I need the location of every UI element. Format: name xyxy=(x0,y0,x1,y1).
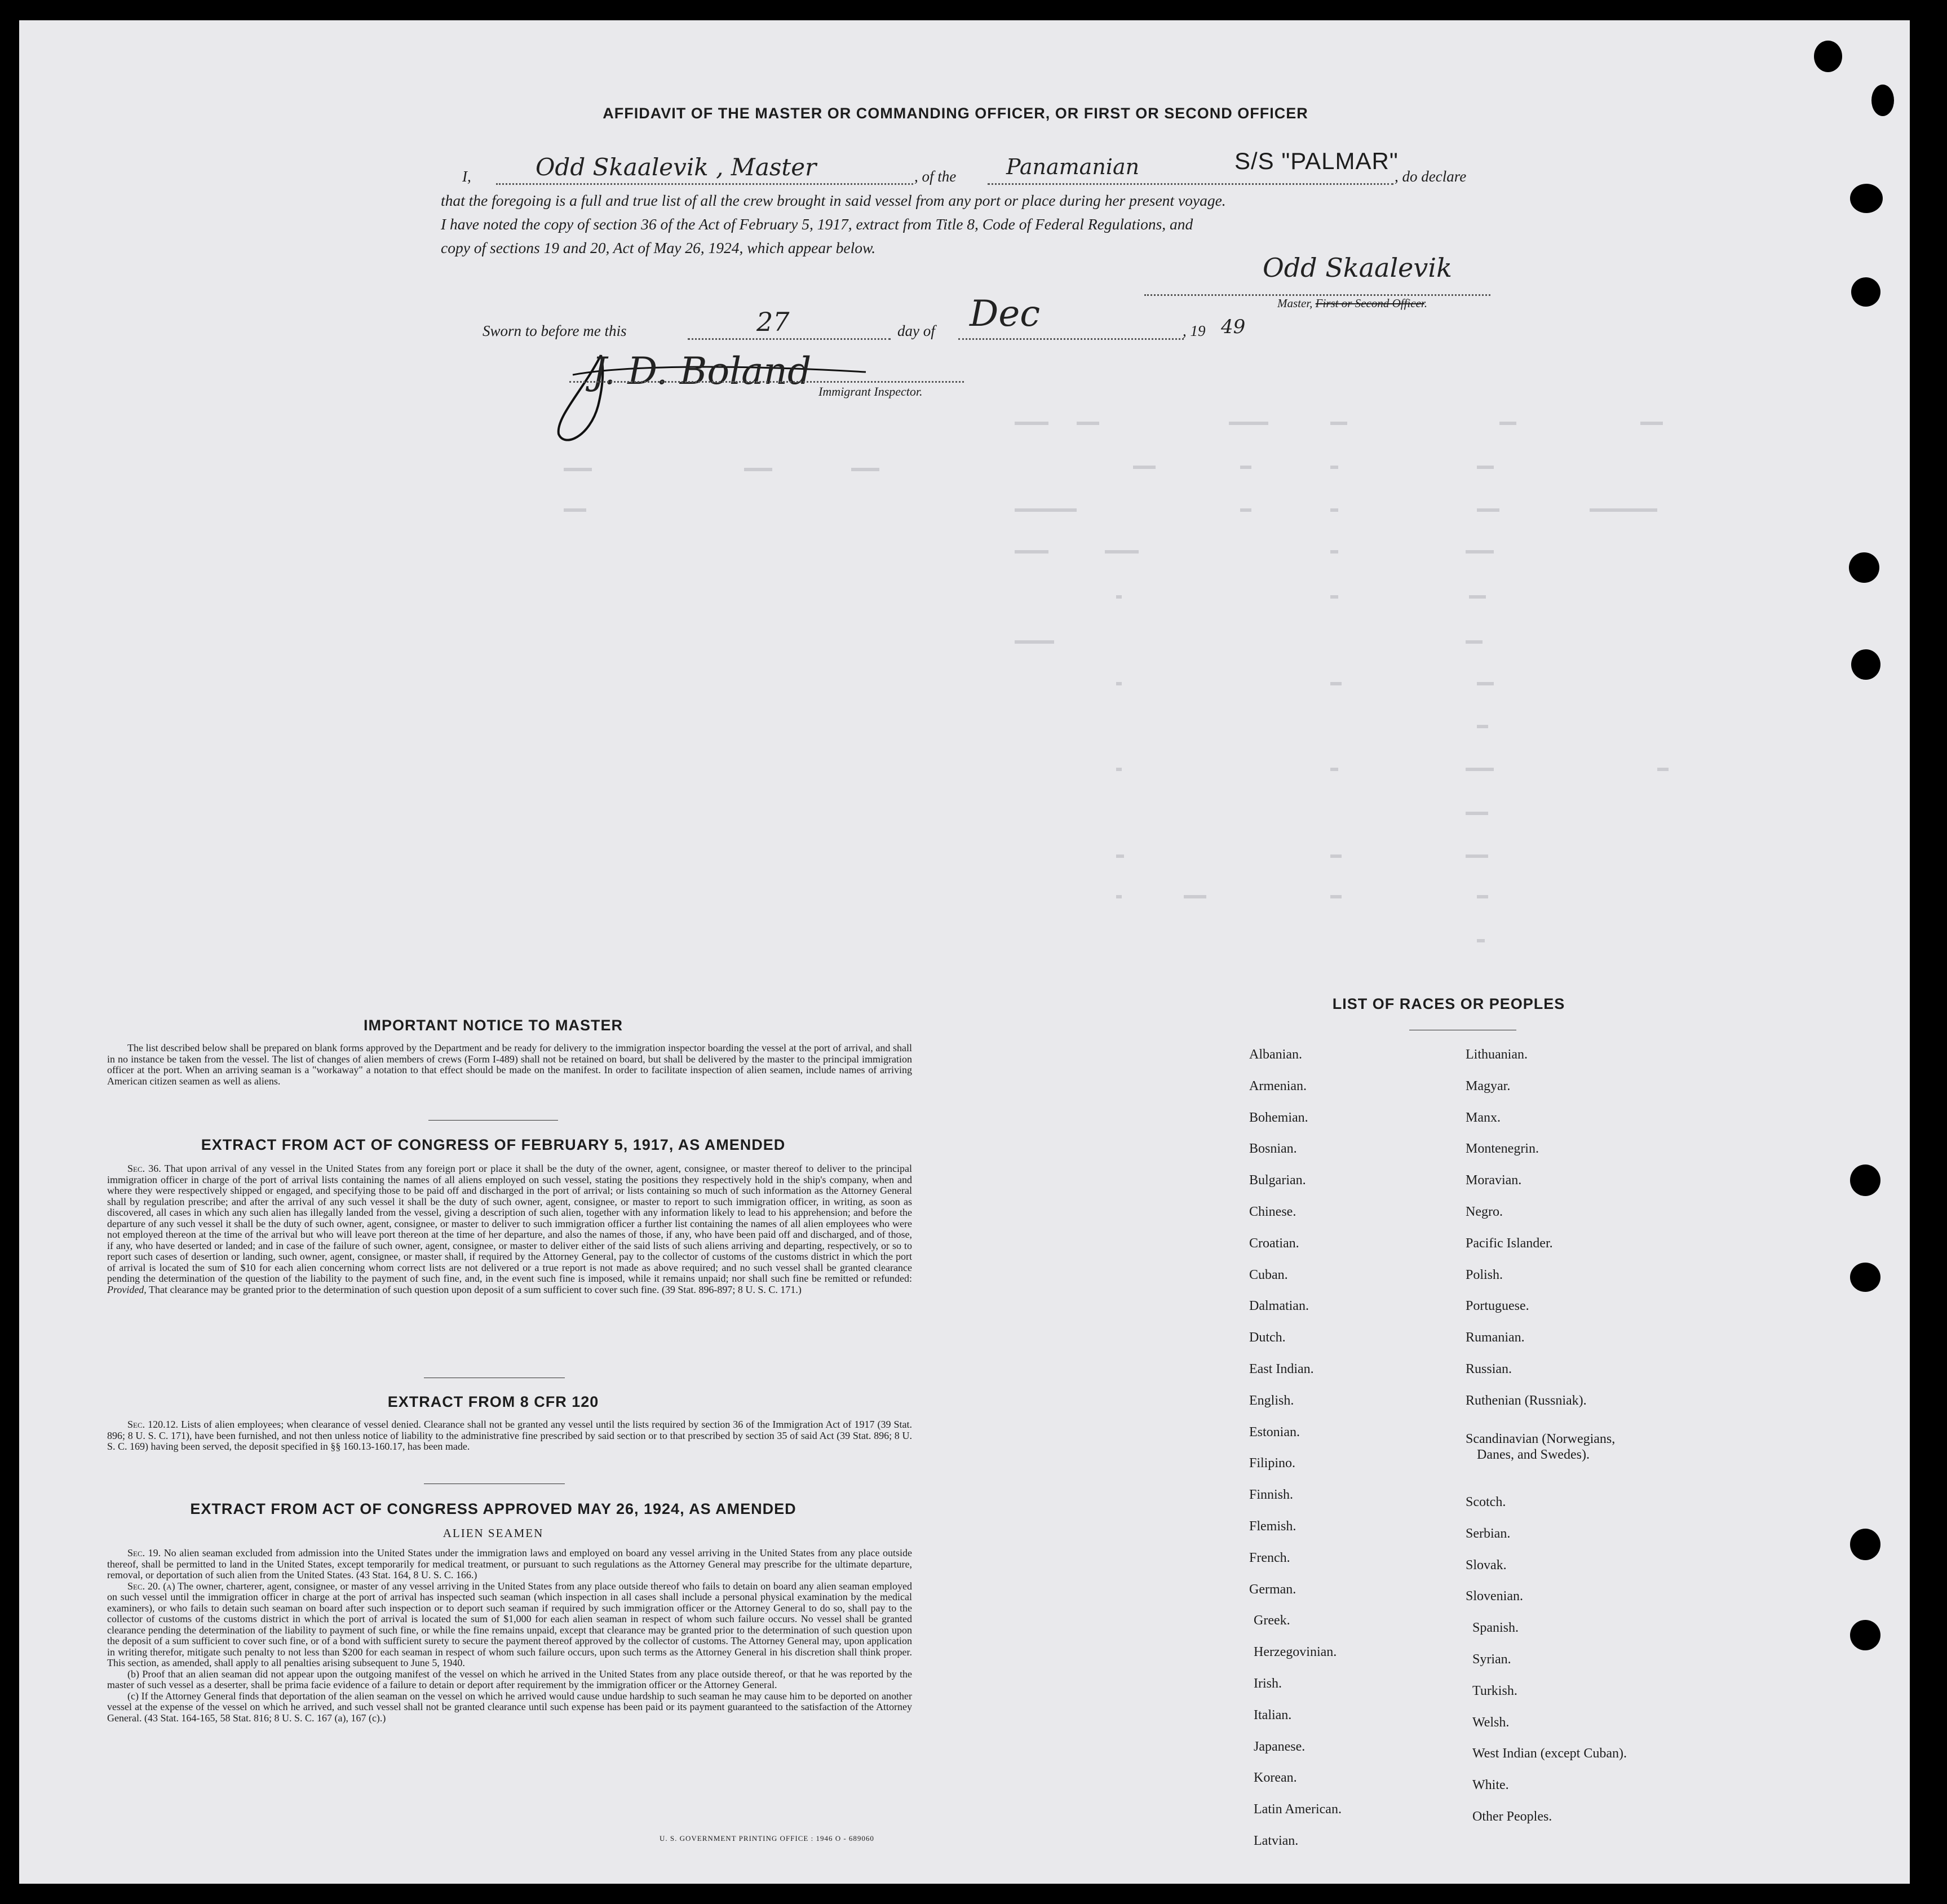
bleed-through-svg-left xyxy=(558,462,896,519)
punch-hole xyxy=(1850,1529,1880,1560)
race-item: Portuguese. xyxy=(1466,1299,1529,1314)
race-item: Korean. xyxy=(1254,1770,1297,1786)
notice-title: IMPORTANT NOTICE TO MASTER xyxy=(364,1017,623,1034)
inspector-signature-line xyxy=(569,381,964,383)
pre-name-text: I, xyxy=(462,168,471,185)
race-item: East Indian. xyxy=(1249,1362,1314,1376)
race-item: Latvian. xyxy=(1254,1834,1299,1848)
race-item: English. xyxy=(1249,1393,1294,1408)
inspector-caption: Immigrant Inspector. xyxy=(818,384,923,398)
master-caption-end: . xyxy=(1424,296,1427,310)
sec19-label: Sec. 19. xyxy=(127,1547,161,1558)
race-item: Bulgarian. xyxy=(1249,1173,1306,1188)
do-declare-text: , do declare xyxy=(1395,168,1467,185)
punch-hole xyxy=(1850,1164,1880,1196)
name-blank xyxy=(496,183,913,185)
punch-hole xyxy=(1851,649,1880,680)
race-item: Filipino. xyxy=(1249,1456,1296,1471)
punch-hole xyxy=(1871,85,1894,116)
notice-text-block xyxy=(107,1043,912,1087)
race-item: Spanish. xyxy=(1472,1620,1519,1636)
race-item: French. xyxy=(1249,1550,1290,1565)
extract-8cfr-paragraph xyxy=(107,1419,912,1453)
race-item: Welsh. xyxy=(1472,1715,1510,1730)
race-item: Bohemian. xyxy=(1249,1110,1308,1125)
punch-hole xyxy=(1849,552,1879,583)
punch-hole xyxy=(1850,184,1883,213)
notice-text: The list described below shall be prepared on blank forms approved by the Department and be ready for delivery to the immigration inspector boarding the vessel at the port of arrival, and shall in no instance be taken from the vessel. The list of changes of alien members of crews (Form I-489) shall not be retained on board, but shall be delivered by the master to the principal immigration officer at the port. When an arriving seaman is a "workaway" a notation to that effect should be made on the manifest. In order to facilitate inspection of alien seamen, include names of arriving American citizen seamen as well as aliens. xyxy=(107,1042,912,1087)
race-item: Syrian. xyxy=(1472,1652,1511,1667)
race-item: Flemish. xyxy=(1249,1519,1296,1534)
master-signature-line xyxy=(1144,294,1490,296)
race-item: Turkish. xyxy=(1472,1683,1517,1698)
sec20c-paragraph: (c) If the Attorney General finds that deportation of the alien seaman on the vessel on which he arrived would cause undue hardship to such seaman he may cause him to be deported on another vessel at the expense of the vessel on which he arrived, and such vessel shall not be granted clearance until such expense has been paid or its payment guaranteed to the satisfaction of the Attorney General. (43 Stat. 164-165, 58 Stat. 816; 8 U. S. C. 167 (a), 167 (c).) xyxy=(107,1690,912,1724)
race-item: Cuban. xyxy=(1249,1267,1288,1282)
race-item: Irish. xyxy=(1254,1676,1282,1691)
race-item: Bosnian. xyxy=(1249,1141,1297,1157)
race-item: Danes, and Swedes). xyxy=(1477,1447,1590,1462)
race-item: Russian. xyxy=(1466,1362,1512,1376)
master-caption xyxy=(1277,296,1427,311)
race-item: Rumanian. xyxy=(1466,1330,1525,1345)
vessel-blank xyxy=(988,183,1393,185)
affidavit-line-3: I have noted the copy of section 36 of the Act of February 5, 1917, extract from Title 8, Code of Federal Regulations, and xyxy=(441,215,1193,233)
vessel-name-stamp: S/S "PALMAR" xyxy=(1234,148,1399,174)
proviso-label: Provided, xyxy=(107,1283,147,1295)
race-item: Dutch. xyxy=(1249,1330,1286,1345)
race-item: Armenian. xyxy=(1249,1078,1307,1093)
extract-1924-block xyxy=(107,1548,912,1724)
race-item: Latin American. xyxy=(1254,1802,1342,1817)
bleed-through-svg xyxy=(1015,417,1747,981)
sec36-text: That upon arrival of any vessel in the United States from any foreign port or place it shall be the duty of the owner, agent, consignee, or master thereof to deliver to the principal immigration officer in charge of the port of arrival lists containing the names of all aliens employed on such vessel, stating the positions they respectively hold in the ship's company, when and where they were respectively shipped or engaged, and specifying those to be paid off and discharged in the port of arrival; or lists containing so much of such information as the Attorney General shall by regulation prescribe; and after the arrival of any such vessel it shall be the duty of such owner, agent, consignee, or master to report to such immigration officer, in writing, as soon as discovered, all cases in which any such alien has illegally landed from the vessel, giving a description of such alien, together with any information likely to lead to his apprehension; and before the departure of any such vessel it shall be the duty of such owner, agent, consignee, or master to deliver to such immigration officer a further list containing the names of all alien employees who were not employed thereon at the time of the arrival but who will leave port thereon at the time of her departure, and also the names of those, if any, who have been paid off and discharged, and of those, if any, who have deserted or landed; and in case of the failure of such owner, agent, consignee, or master to deliver either of the said lists of such aliens arriving and departing, respectively, or so to report such cases of desertion or landing, such owner, agent, consignee, or master shall, if required by the Attorney General, pay to the collector of customs of the customs district in which the port of arrival is located the sum of $10 for each alien concerning whom correct lists are not delivered or a true report is not made as above required; and no such vessel shall be granted clearance pending the determination of the question of the liability to the payment of such fine, and, in the event such fine is imposed, while it remains unpaid; nor shall such fine be remitted or refunded: xyxy=(107,1163,912,1284)
year-prefix: , 19 xyxy=(1183,322,1206,339)
races-title: LIST OF RACES OR PEOPLES xyxy=(1332,995,1565,1012)
race-item: Estonian. xyxy=(1249,1424,1300,1440)
alien-seamen-subtitle: ALIEN SEAMEN xyxy=(442,1526,544,1540)
sec20b-paragraph: (b) Proof that an alien seaman did not appear upon the outgoing manifest of the vessel on which he arrived in the United States from any place outside thereof, or that he was reported by the master of such vessel as a deserter, shall be prima facie evidence of a failure to detain or deport after requirement by the immigration officer or the Attorney General. xyxy=(107,1668,912,1690)
race-item: Greek. xyxy=(1254,1613,1290,1628)
extract-1924-title: EXTRACT FROM ACT OF CONGRESS APPROVED MAY 26, 1924, AS AMENDED xyxy=(190,1500,796,1517)
race-item: Negro. xyxy=(1466,1205,1503,1219)
race-item: Slovenian. xyxy=(1466,1589,1523,1604)
race-item: Pacific Islander. xyxy=(1466,1236,1553,1251)
inspector-signature: J. D. Boland xyxy=(592,349,812,393)
day-of-label: day of xyxy=(897,322,935,339)
punch-hole xyxy=(1851,277,1880,307)
race-item: Scotch. xyxy=(1466,1495,1506,1509)
sec20a-paragraph xyxy=(107,1581,912,1669)
race-item: Montenegrin. xyxy=(1466,1141,1539,1157)
sworn-label: Sworn to before me this xyxy=(483,322,627,339)
race-item: Finnish. xyxy=(1249,1487,1294,1503)
sec20a-text: The owner, charterer, agent, consignee, or master of any vessel arriving in the United States from any place outside thereof who fails to detain on board any alien seaman employed on such vessel until the immigration officer in charge at the port of arrival has inspected such seaman (which inspection in all cases shall include a personal physical examination by the medical examiners), or who fails to detain such seaman on board after such inspection or to deport such seaman if required by such immigration officer or the Attorney General to do so, shall pay to the collector of customs of the customs district in which the port of arrival is located the sum of $1,000 for each alien seaman in respect of whom such failure occurs. No vessel shall be granted clearance pending the determination of the liability to payment of such fine, or while the fine remains unpaid, except that clearance may be granted prior to the determination of such question upon the deposit of a sum sufficient to cover such fine, or of a bond with sufficient surety to secure the payment thereof approved by the collector of customs. The Attorney General may, upon application in writing therefor, mitigate such penalty to not less than $200 for each seaman in respect of whom such failure occurs, upon such terms as the Attorney General in his discretion shall think proper. This section, as amended, shall apply to all penalties arising subsequent to June 5, 1940. xyxy=(107,1580,912,1668)
handwritten-year: 49 xyxy=(1221,316,1246,338)
printer-imprint: U. S. GOVERNMENT PRINTING OFFICE : 1946 O - 689060 xyxy=(660,1834,874,1843)
race-item: Lithuanian. xyxy=(1466,1047,1528,1062)
master-caption-struck: First or Second Officer xyxy=(1315,296,1424,310)
race-item: Magyar. xyxy=(1466,1078,1511,1093)
handwritten-master-name: Odd Skaalevik , Master xyxy=(536,153,817,181)
extract-8cfr-block xyxy=(107,1419,912,1453)
day-blank xyxy=(688,338,891,340)
race-item: Italian. xyxy=(1254,1707,1292,1723)
race-item: Serbian. xyxy=(1466,1526,1511,1541)
divider xyxy=(428,1120,558,1121)
race-item: Chinese. xyxy=(1249,1205,1296,1219)
race-item: Moravian. xyxy=(1466,1173,1522,1188)
handwritten-nationality: Panamanian xyxy=(1006,154,1140,179)
extract-8cfr-title: EXTRACT FROM 8 CFR 120 xyxy=(387,1393,599,1410)
handwritten-month: Dec xyxy=(970,293,1041,335)
race-item: White. xyxy=(1472,1778,1509,1793)
sec19-text: No alien seaman excluded from admission into the United States under the immigration laws and employed on board any vessel arriving in the United States from any place outside thereof, shall be permitted to land in the United States, except temporarily for medical treatment, or pursuant to such regulations as the Attorney General may prescribe for the ultimate departure, removal, or deportation of such alien from the United States. (43 Stat. 164, 8 U. S. C. 166.) xyxy=(107,1547,913,1580)
race-item: West Indian (except Cuban). xyxy=(1472,1746,1627,1761)
race-item: Croatian. xyxy=(1249,1236,1299,1251)
sec20-label: Sec. 20. (a) xyxy=(127,1580,175,1592)
affidavit-line-4: copy of sections 19 and 20, Act of May 26, 1924, which appear below. xyxy=(441,239,876,256)
sec19-paragraph xyxy=(107,1548,912,1581)
affidavit-title: AFFIDAVIT OF THE MASTER OR COMMANDING OFFICER, OR FIRST OR SECOND OFFICER xyxy=(603,105,1308,122)
bleed-through-marks-left xyxy=(558,462,896,519)
month-blank xyxy=(958,338,1184,340)
master-signature: Odd Skaalevik xyxy=(1263,253,1452,283)
race-item: Herzegovinian. xyxy=(1254,1645,1337,1660)
punch-hole xyxy=(1850,1263,1880,1292)
race-item: Other Peoples. xyxy=(1472,1809,1552,1824)
race-item: Ruthenian (Russniak). xyxy=(1466,1393,1587,1408)
race-item: Polish. xyxy=(1466,1267,1503,1282)
extract-1917-block xyxy=(107,1163,912,1295)
race-item: Dalmatian. xyxy=(1249,1299,1309,1314)
sec36-label: Sec. 36. xyxy=(127,1163,161,1174)
race-item: Slovak. xyxy=(1466,1557,1507,1573)
race-item: Manx. xyxy=(1466,1110,1501,1125)
extract-1917-title: EXTRACT FROM ACT OF CONGRESS OF FEBRUARY 5, 1917, AS AMENDED xyxy=(201,1136,786,1153)
sec120-label: Sec. 120.12. xyxy=(127,1419,179,1430)
race-item: German. xyxy=(1249,1582,1296,1597)
master-caption-label: Master, xyxy=(1277,296,1313,310)
race-item: Scandinavian (Norwegians, xyxy=(1466,1432,1616,1446)
proviso-text: That clearance may be granted prior to the determination of such question upon deposit of a sum sufficient to cover such fine. (39 Stat. 896-897; 8 U. S. C. 171.) xyxy=(149,1283,802,1295)
punch-hole xyxy=(1850,1620,1880,1650)
race-item: Japanese. xyxy=(1254,1739,1306,1754)
punch-hole xyxy=(1814,41,1842,72)
sec120-text: Lists of alien employees; when clearance of vessel denied. Clearance shall not be granted any vessel until the lists required by section 36 of the Immigration Act of 1917 (39 Stat. 896; 8 U. S. C. 171), have been furnished, and not then unless notice of liability to the administrative fine prescribed by said section or to that prescribed by section 35 of said Act (39 Stat. 896; 8 U. S. C. 169) having been served, the deposit specified in §§ 160.13-160.17, has been made. xyxy=(107,1419,913,1452)
bleed-through-marks xyxy=(1015,417,1747,981)
handwritten-day: 27 xyxy=(756,307,790,337)
of-the-text: , of the xyxy=(914,168,957,185)
extract-1917-paragraph xyxy=(107,1163,912,1295)
race-item: Albanian. xyxy=(1249,1047,1302,1062)
affidavit-line-2: that the foregoing is a full and true list of all the crew brought in said vessel from any port or place during her present voyage. xyxy=(441,192,1226,209)
